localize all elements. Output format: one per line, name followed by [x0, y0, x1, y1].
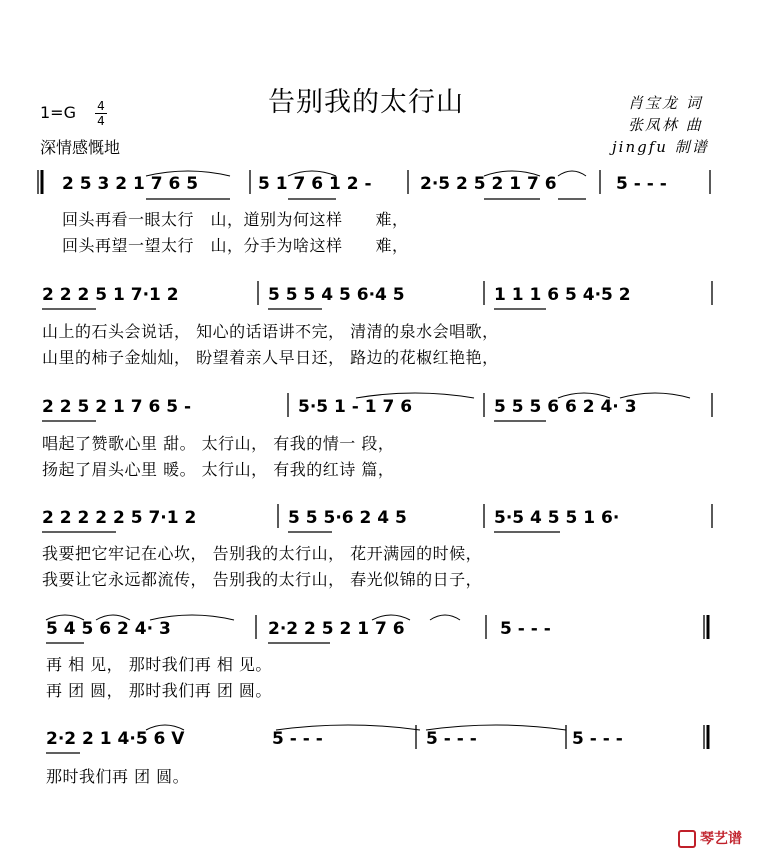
lyrics-s1-v2: 回头再望一望太行 山，分手为啥这样 难，: [62, 236, 409, 255]
notes-s4-m1: 2 2 2 2 2 5 7·1 2: [42, 508, 197, 528]
notes-s4-m2: 5 5 5·6 2 4 5: [288, 508, 407, 528]
notes-s4-m3: 5·5 4 5 5 1 6·: [494, 508, 620, 528]
time-signature: 4 4: [95, 100, 107, 127]
slur: [558, 171, 586, 176]
lyrics-s5-v1: 再 相 见， 那时我们再 相 见。: [46, 655, 272, 674]
notes-s1-m2: 5 1 7 6 1 2 -: [258, 174, 372, 194]
notes-s6-m4: 5 - - -: [572, 729, 623, 749]
tempo-marking: 深情感慨地: [40, 138, 121, 157]
notes-s1-m1: 2 5 3 2 1 7 6 5: [62, 174, 199, 194]
notes-s2-m3: 1 1 1 6 5 4·5 2: [494, 285, 631, 305]
lyricist-credit: 肖宝龙 词: [628, 94, 703, 112]
lyrics-s3-v1: 唱起了赞歌心里 甜。 太行山， 有我的情一 段，: [42, 434, 395, 453]
lyrics-s4-v2: 我要让它永远都流传， 告别我的太行山， 春光似锦的日子，: [42, 570, 483, 589]
notes-s1-m4: 5 - - -: [616, 174, 667, 194]
notes-s3-m3: 5 5 5 6 6 2 4· 3: [494, 397, 637, 417]
notes-s6-m2: 5 - - -: [272, 729, 323, 749]
notes-s3-m1: 2 2 5 2 1 7 6 5 -: [42, 397, 192, 417]
notes-s6-m3: 5 - - -: [426, 729, 477, 749]
notes-s2-m1: 2 2 2 5 1 7·1 2: [42, 285, 179, 305]
slur: [430, 615, 460, 620]
watermark-logo: 琴艺谱: [678, 828, 742, 848]
key-signature: 1=G: [40, 103, 76, 122]
song-title: 告别我的太行山: [268, 87, 464, 118]
composer-credit: 张凤林 曲: [628, 116, 703, 134]
transcriber-credit: jingfu 制谱: [612, 138, 709, 156]
notes-s3-m2: 5·5 1 - 1 7 6: [298, 397, 413, 417]
lyrics-s5-v2: 再 团 圆， 那时我们再 团 圆。: [46, 681, 272, 700]
lyrics-s1-v1: 回头再看一眼太行 山，道别为何这样 难，: [62, 210, 409, 229]
lyrics-s6-v1: 那时我们再 团 圆。: [46, 767, 190, 786]
notes-s6-m1: 2·2 2 1 4·5 6 V: [46, 729, 185, 749]
notes-s2-m2: 5 5 5 4 5 6·4 5: [268, 285, 405, 305]
notes-s1-m3: 2·5 2 5 2 1 7 6: [420, 174, 557, 194]
lyrics-s2-v2: 山里的柿子金灿灿， 盼望着亲人早日还， 路边的花椒红艳艳，: [42, 348, 499, 367]
notes-s5-m3: 5 - - -: [500, 619, 551, 639]
lyrics-s2-v1: 山上的石头会说话， 知心的话语讲不完， 清清的泉水会唱歌，: [42, 322, 499, 341]
lyrics-s3-v2: 扬起了眉头心里 暖。 太行山， 有我的红诗 篇，: [42, 460, 395, 479]
logo-icon: [678, 830, 696, 848]
notes-s5-m1: 5 4 5 6 2 4· 3: [46, 619, 171, 639]
lyrics-s4-v1: 我要把它牢记在心坎， 告别我的太行山， 花开满园的时候，: [42, 544, 483, 563]
notes-s5-m2: 2·2 2 5 2 1 7 6: [268, 619, 405, 639]
